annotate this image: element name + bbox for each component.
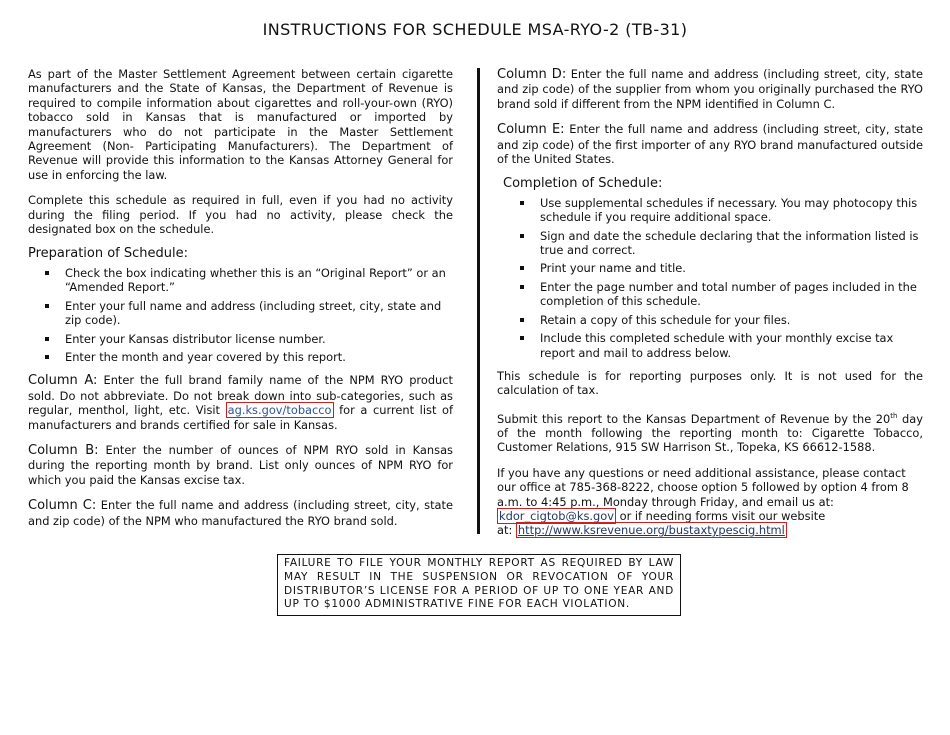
preparation-item: Enter your Kansas distributor license number. xyxy=(65,332,453,346)
failure-notice: FAILURE TO FILE YOUR MONTHLY REPORT AS REQUIRED BY LAW MAY RESULT IN THE SUSPENSION OR REVOCATION OF YOUR DISTRIBUTOR’S LICENSE FOR A PERIOD OF UP TO ONE YEAR AND UP TO $1000 ADMINISTRATIVE FINE FOR EACH VIOLATION. xyxy=(277,554,681,616)
page-title: INSTRUCTIONS FOR SCHEDULE MSA-RYO-2 (TB-31) xyxy=(262,20,688,39)
column-a-label: Column A: xyxy=(28,373,98,389)
column-e-label: Column E: xyxy=(497,122,565,138)
completion-item: Include this completed schedule with your monthly excise tax report and mail to address below. xyxy=(540,331,923,360)
preparation-item: Enter the month and year covered by this report. xyxy=(65,350,453,364)
column-b-label: Column B: xyxy=(28,442,99,458)
column-c-label: Column C: xyxy=(28,498,97,514)
right-column xyxy=(497,67,923,549)
column-b-text: Enter the number of ounces of NPM RYO sold in Kansas during the reporting month by brand. List only ounces of NPM RYO for which you paid the Kansas excise tax. xyxy=(28,442,453,487)
column-a-text: Enter the full brand family name of the NPM RYO product sold. Do not abbreviate. Do not break down into sub-categories, such as regular, menthol, light, etc. Visit xyxy=(28,373,454,418)
ag-tobacco-link[interactable]: ag.ks.gov/tobacco xyxy=(227,403,332,418)
preparation-heading: Preparation of Schedule: xyxy=(28,246,189,262)
intro-paragraph: As part of the Master Settlement Agreement between certain cigarette manufacturers and the State of Kansas, the Department of Revenue is required to compile information about cigarettes and roll-your-own (RYO) tobacco sold in Kansas that is manufactured or imported by manufacturers who do not participate in the Master Settlement Agreement (Non- Participating Manufacturers). The Department of Revenue will provide this information to the Kansas Attorney General for use in enforcing the law. xyxy=(28,67,453,182)
completion-item: Retain a copy of this schedule for your files. xyxy=(540,313,923,327)
column-a-text-end: for a current list of manufacturers and brands certified for sale in Kansas. xyxy=(28,403,453,432)
website-link[interactable]: http://www.ksrevenue.org/bustaxtypescig.html xyxy=(517,523,785,538)
column-e-text: Enter the full name and address (including street, city, state and zip code) of the first importer of any RYO brand manufactured outside of the United States. xyxy=(497,122,924,167)
submit-text-end: day of the month following the reporting month to: Cigarette Tobacco, Customer Relations, 915 SW Harrison St., Topeka, KS 66612-1588. xyxy=(497,411,923,455)
completion-item: Enter the page number and total number of pages included in the completion of this schedule. xyxy=(540,280,923,309)
questions-text: If you have any questions or need additional assistance, please contact our office at 785-368-8222, choose option 5 followed by option 4 from 8 a.m. to 4:45 p.m., Monday through Friday, and email us at: xyxy=(497,465,909,509)
column-b-paragraph xyxy=(28,443,453,487)
completion-item: Sign and date the schedule declaring that the information listed is true and correct. xyxy=(540,229,923,258)
preparation-item: Enter your full name and address (including street, city, state and zip code). xyxy=(65,299,453,328)
column-a-paragraph xyxy=(28,373,453,432)
column-d-paragraph xyxy=(497,67,923,111)
completion-item: Use supplemental schedules if necessary. You may photocopy this schedule if you require additional space. xyxy=(540,196,923,225)
email-link[interactable]: kdor_cigtob@ks.gov xyxy=(499,508,614,523)
completion-list xyxy=(497,196,923,360)
questions-text-end: or if needing forms visit our website xyxy=(619,508,826,523)
submit-superscript: th xyxy=(890,411,898,420)
column-d-text: Enter the full name and address (including street, city, state and zip code) of the supplier from whom you originally purchased the RYO brand sold if different from the NPM identified in Column C. xyxy=(497,67,923,111)
column-divider xyxy=(477,68,480,534)
at-label: at: xyxy=(497,523,513,538)
column-e-paragraph xyxy=(497,122,923,166)
column-c-paragraph xyxy=(28,498,453,528)
submit-paragraph xyxy=(497,409,923,455)
column-c-text: Enter the full name and address (including street, city, state and zip code) of the NPM who manufactured the RYO brand sold. xyxy=(28,498,454,528)
complete-paragraph: Complete this schedule as required in full, even if you had no activity during the filing period. If you had no activity, please check the designated box on the schedule. xyxy=(28,193,453,237)
completion-item: Print your name and title. xyxy=(540,261,923,275)
left-column xyxy=(28,67,453,539)
completion-heading: Completion of Schedule: xyxy=(503,176,663,192)
questions-paragraph xyxy=(497,466,923,538)
preparation-item: Check the box indicating whether this is an “Original Report” or an “Amended Report.” xyxy=(65,266,453,295)
preparation-list xyxy=(28,266,453,364)
submit-text: Submit this report to the Kansas Department of Revenue by the 20 xyxy=(497,411,891,426)
reporting-only-paragraph: This schedule is for reporting purposes only. It is not used for the calculation of tax. xyxy=(497,368,923,398)
column-d-label: Column D: xyxy=(497,67,567,82)
